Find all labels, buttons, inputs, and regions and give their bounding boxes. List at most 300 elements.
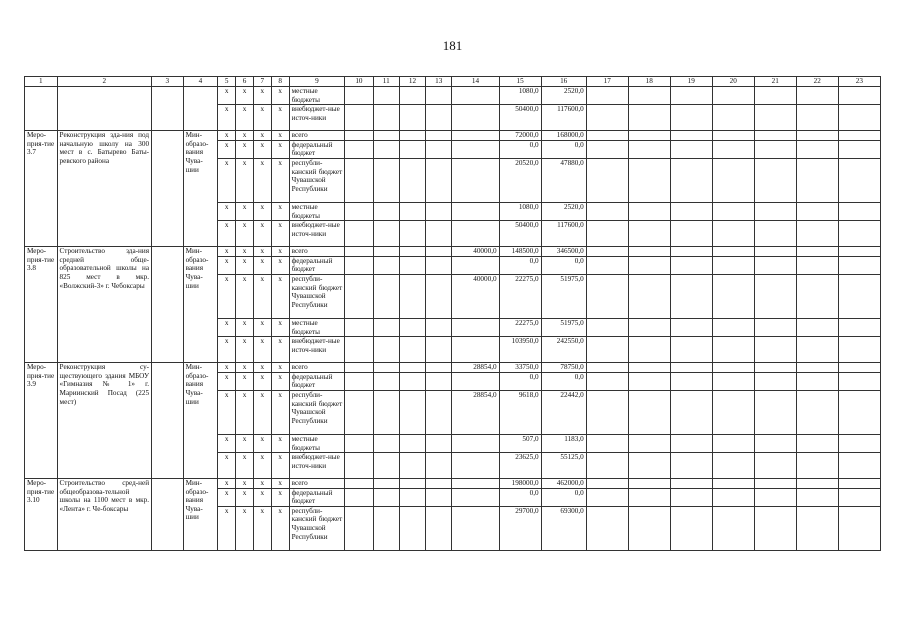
- funding-source-all: всего: [289, 131, 345, 141]
- x-mark: x: [253, 479, 271, 489]
- empty-cell: [670, 390, 712, 434]
- empty-cell: [426, 158, 452, 202]
- empty-cell: [345, 87, 373, 105]
- empty-cell: [426, 221, 452, 247]
- empty-cell: [373, 247, 399, 257]
- empty-cell: [586, 363, 628, 373]
- x-mark: x: [253, 87, 271, 105]
- column-number-15: 15: [499, 77, 541, 87]
- empty-cell: [373, 434, 399, 452]
- x-mark: x: [236, 434, 254, 452]
- empty-cell: [838, 390, 880, 434]
- empty-cell: [345, 506, 373, 550]
- empty-cell: [373, 479, 399, 489]
- funding-source-federal: федеральный бюджет: [289, 488, 345, 506]
- x-mark: x: [271, 87, 289, 105]
- empty-cell: [670, 363, 712, 373]
- amount-col-14: [452, 337, 499, 363]
- empty-cell: [796, 390, 838, 434]
- x-mark: x: [271, 434, 289, 452]
- x-mark: x: [253, 434, 271, 452]
- funding-source-local: местные бюджеты: [289, 202, 345, 220]
- empty-cell: [628, 87, 670, 105]
- empty-cell: [796, 318, 838, 336]
- empty-cell: [838, 158, 880, 202]
- x-mark: x: [253, 256, 271, 274]
- empty-cell: [399, 363, 425, 373]
- x-mark: x: [236, 506, 254, 550]
- empty-cell: [586, 202, 628, 220]
- empty-cell: [152, 131, 184, 247]
- amount-col-15: 0,0: [499, 488, 541, 506]
- amount-col-16: 0,0: [541, 372, 586, 390]
- empty-cell: [628, 318, 670, 336]
- x-mark: x: [271, 158, 289, 202]
- empty-cell: [796, 247, 838, 257]
- empty-cell: [838, 247, 880, 257]
- empty-cell: [838, 140, 880, 158]
- column-number-4: 4: [183, 77, 218, 87]
- page-number: 181: [442, 38, 463, 53]
- column-number-19: 19: [670, 77, 712, 87]
- empty-cell: [345, 247, 373, 257]
- empty-cell: [796, 131, 838, 141]
- x-mark: x: [271, 318, 289, 336]
- x-mark: x: [253, 372, 271, 390]
- empty-cell: [670, 158, 712, 202]
- empty-cell: [399, 337, 425, 363]
- column-number-18: 18: [628, 77, 670, 87]
- empty-cell: [712, 363, 754, 373]
- empty-cell: [586, 247, 628, 257]
- empty-cell: [399, 158, 425, 202]
- empty-cell: [345, 453, 373, 479]
- empty-cell: [712, 337, 754, 363]
- empty-cell: [628, 256, 670, 274]
- empty-cell: [838, 87, 880, 105]
- empty-cell: [796, 372, 838, 390]
- empty-cell: [426, 453, 452, 479]
- x-mark: x: [271, 453, 289, 479]
- x-mark: x: [236, 488, 254, 506]
- empty-cell: [399, 488, 425, 506]
- empty-cell: [586, 506, 628, 550]
- column-number-21: 21: [754, 77, 796, 87]
- amount-col-15: 1080,0: [499, 87, 541, 105]
- empty-cell: [373, 274, 399, 318]
- x-mark: x: [253, 158, 271, 202]
- column-number-5: 5: [218, 77, 236, 87]
- amount-col-14: [452, 131, 499, 141]
- empty-cell: [796, 506, 838, 550]
- empty-cell: [712, 131, 754, 141]
- x-mark: x: [218, 390, 236, 434]
- empty-cell: [586, 105, 628, 131]
- empty-cell: [838, 131, 880, 141]
- amount-col-16: 2520,0: [541, 87, 586, 105]
- amount-col-14: [452, 256, 499, 274]
- empty-cell: [25, 87, 58, 131]
- empty-cell: [426, 479, 452, 489]
- empty-cell: [628, 372, 670, 390]
- empty-cell: [670, 479, 712, 489]
- empty-cell: [754, 140, 796, 158]
- empty-cell: [426, 256, 452, 274]
- empty-cell: [796, 158, 838, 202]
- empty-cell: [712, 318, 754, 336]
- empty-cell: [373, 453, 399, 479]
- empty-cell: [712, 105, 754, 131]
- empty-cell: [426, 318, 452, 336]
- empty-cell: [373, 202, 399, 220]
- x-mark: x: [253, 221, 271, 247]
- funding-source-republic: республи-канский бюджет Чувашской Республики: [289, 506, 345, 550]
- empty-cell: [838, 256, 880, 274]
- measure-number: Меро-прия-тие 3.8: [25, 247, 58, 363]
- amount-col-16: 117600,0: [541, 105, 586, 131]
- amount-col-16: 0,0: [541, 140, 586, 158]
- x-mark: x: [218, 158, 236, 202]
- empty-cell: [426, 363, 452, 373]
- column-number-8: 8: [271, 77, 289, 87]
- empty-cell: [712, 221, 754, 247]
- empty-cell: [754, 479, 796, 489]
- amount-col-15: 9618,0: [499, 390, 541, 434]
- empty-cell: [754, 434, 796, 452]
- x-mark: x: [218, 87, 236, 105]
- empty-cell: [399, 247, 425, 257]
- empty-cell: [796, 140, 838, 158]
- empty-cell: [628, 488, 670, 506]
- empty-cell: [712, 434, 754, 452]
- empty-cell: [754, 202, 796, 220]
- x-mark: x: [236, 337, 254, 363]
- empty-cell: [628, 274, 670, 318]
- amount-col-15: 0,0: [499, 256, 541, 274]
- funding-table: [24, 76, 881, 551]
- empty-cell: [586, 434, 628, 452]
- empty-cell: [373, 363, 399, 373]
- x-mark: x: [271, 202, 289, 220]
- empty-cell: [373, 337, 399, 363]
- amount-col-16: 51975,0: [541, 274, 586, 318]
- empty-cell: [712, 140, 754, 158]
- amount-col-14: [452, 479, 499, 489]
- amount-col-14: [452, 506, 499, 550]
- empty-cell: [628, 479, 670, 489]
- empty-cell: [712, 488, 754, 506]
- x-mark: x: [271, 247, 289, 257]
- amount-col-16: 22442,0: [541, 390, 586, 434]
- x-mark: x: [218, 318, 236, 336]
- empty-cell: [754, 506, 796, 550]
- empty-cell: [796, 363, 838, 373]
- empty-cell: [670, 274, 712, 318]
- funding-source-all: всего: [289, 363, 345, 373]
- empty-cell: [838, 479, 880, 489]
- empty-cell: [152, 363, 184, 479]
- amount-col-15: 23625,0: [499, 453, 541, 479]
- column-number-23: 23: [838, 77, 880, 87]
- empty-cell: [345, 202, 373, 220]
- x-mark: x: [218, 140, 236, 158]
- empty-cell: [796, 337, 838, 363]
- empty-cell: [628, 363, 670, 373]
- x-mark: x: [218, 221, 236, 247]
- x-mark: x: [253, 453, 271, 479]
- measure-name: Строительство сред-ней общеобразова-тельной школы на 1100 мест в мкр. «Лента» г. Че-боксары: [57, 479, 152, 551]
- amount-col-15: 22275,0: [499, 274, 541, 318]
- x-mark: x: [236, 274, 254, 318]
- amount-col-14: [452, 453, 499, 479]
- x-mark: x: [271, 131, 289, 141]
- responsible-executor: Мин-образо-вания Чува-шии: [183, 363, 218, 479]
- empty-cell: [838, 105, 880, 131]
- empty-cell: [426, 202, 452, 220]
- empty-cell: [345, 256, 373, 274]
- empty-cell: [345, 131, 373, 141]
- empty-cell: [426, 390, 452, 434]
- empty-cell: [670, 131, 712, 141]
- empty-cell: [345, 434, 373, 452]
- amount-col-16: 0,0: [541, 488, 586, 506]
- amount-col-15: 50400,0: [499, 105, 541, 131]
- empty-cell: [838, 274, 880, 318]
- column-number-2: 2: [57, 77, 152, 87]
- empty-cell: [838, 434, 880, 452]
- empty-cell: [426, 506, 452, 550]
- empty-cell: [373, 390, 399, 434]
- empty-cell: [373, 256, 399, 274]
- empty-cell: [712, 274, 754, 318]
- empty-cell: [838, 221, 880, 247]
- amount-col-14: [452, 87, 499, 105]
- table-row: [25, 87, 881, 105]
- empty-cell: [586, 140, 628, 158]
- empty-cell: [796, 274, 838, 318]
- empty-cell: [373, 488, 399, 506]
- x-mark: x: [236, 256, 254, 274]
- x-mark: x: [218, 247, 236, 257]
- empty-cell: [426, 105, 452, 131]
- empty-cell: [838, 372, 880, 390]
- empty-cell: [399, 506, 425, 550]
- amount-col-14: [452, 488, 499, 506]
- empty-cell: [628, 247, 670, 257]
- empty-cell: [712, 372, 754, 390]
- amount-col-15: 148500,0: [499, 247, 541, 257]
- x-mark: x: [236, 140, 254, 158]
- empty-cell: [754, 247, 796, 257]
- funding-source-extra: внебюджет-ные источ-ники: [289, 337, 345, 363]
- empty-cell: [586, 87, 628, 105]
- amount-col-15: 33750,0: [499, 363, 541, 373]
- empty-cell: [796, 488, 838, 506]
- x-mark: x: [236, 221, 254, 247]
- empty-cell: [426, 131, 452, 141]
- amount-col-15: 1080,0: [499, 202, 541, 220]
- x-mark: x: [253, 390, 271, 434]
- amount-col-15: 198000,0: [499, 479, 541, 489]
- column-number-10: 10: [345, 77, 373, 87]
- empty-cell: [345, 274, 373, 318]
- x-mark: x: [253, 131, 271, 141]
- empty-cell: [838, 202, 880, 220]
- column-number-14: 14: [452, 77, 499, 87]
- amount-col-16: 1183,0: [541, 434, 586, 452]
- empty-cell: [373, 140, 399, 158]
- empty-cell: [399, 318, 425, 336]
- x-mark: x: [218, 434, 236, 452]
- empty-cell: [426, 247, 452, 257]
- x-mark: x: [271, 506, 289, 550]
- empty-cell: [670, 337, 712, 363]
- amount-col-15: 29700,0: [499, 506, 541, 550]
- amount-col-15: 103950,0: [499, 337, 541, 363]
- x-mark: x: [253, 247, 271, 257]
- funding-source-extra: внебюджет-ные источ-ники: [289, 453, 345, 479]
- measure-name: Строительство зда-ния средней обще-образовательной школы на 825 мест в мкр. «Волжский-3» г. Чебоксары: [57, 247, 152, 363]
- x-mark: x: [271, 256, 289, 274]
- amount-col-14: [452, 158, 499, 202]
- x-mark: x: [253, 202, 271, 220]
- amount-col-14: 40000,0: [452, 274, 499, 318]
- amount-col-16: 51975,0: [541, 318, 586, 336]
- empty-cell: [796, 105, 838, 131]
- empty-cell: [838, 318, 880, 336]
- funding-source-all: всего: [289, 247, 345, 257]
- funding-source-extra: внебюджет-ные источ-ники: [289, 105, 345, 131]
- amount-col-15: 0,0: [499, 140, 541, 158]
- empty-cell: [586, 221, 628, 247]
- empty-cell: [754, 390, 796, 434]
- empty-cell: [754, 105, 796, 131]
- amount-col-16: 78750,0: [541, 363, 586, 373]
- amount-col-14: [452, 202, 499, 220]
- empty-cell: [373, 221, 399, 247]
- x-mark: x: [218, 274, 236, 318]
- amount-col-16: 462000,0: [541, 479, 586, 489]
- measure-number: Меро-прия-тие 3.7: [25, 131, 58, 247]
- empty-cell: [670, 247, 712, 257]
- funding-source-extra: внебюджет-ные источ-ники: [289, 221, 345, 247]
- amount-col-14: 28854,0: [452, 363, 499, 373]
- x-mark: x: [253, 274, 271, 318]
- empty-cell: [838, 488, 880, 506]
- empty-cell: [754, 337, 796, 363]
- funding-source-federal: федеральный бюджет: [289, 256, 345, 274]
- empty-cell: [670, 221, 712, 247]
- empty-cell: [399, 221, 425, 247]
- amount-col-16: 346500,0: [541, 247, 586, 257]
- empty-cell: [426, 337, 452, 363]
- empty-cell: [712, 247, 754, 257]
- empty-cell: [586, 256, 628, 274]
- amount-col-16: 2520,0: [541, 202, 586, 220]
- amount-col-14: [452, 372, 499, 390]
- empty-cell: [586, 453, 628, 479]
- empty-cell: [399, 479, 425, 489]
- x-mark: x: [218, 105, 236, 131]
- x-mark: x: [218, 256, 236, 274]
- column-number-12: 12: [399, 77, 425, 87]
- amount-col-14: 28854,0: [452, 390, 499, 434]
- column-number-7: 7: [253, 77, 271, 87]
- amount-col-14: [452, 434, 499, 452]
- measure-name: Реконструкция зда-ния под начальную школу на 300 мест в с. Батырево Баты-ревского района: [57, 131, 152, 247]
- table-row: [25, 247, 881, 257]
- empty-cell: [373, 87, 399, 105]
- responsible-executor: Мин-образо-вания Чува-шии: [183, 131, 218, 247]
- measure-number: Меро-прия-тие 3.10: [25, 479, 58, 551]
- table-row: [25, 363, 881, 373]
- empty-cell: [345, 221, 373, 247]
- column-number-row: [25, 77, 881, 87]
- x-mark: x: [218, 506, 236, 550]
- empty-cell: [345, 140, 373, 158]
- empty-cell: [754, 256, 796, 274]
- amount-col-16: 117600,0: [541, 221, 586, 247]
- x-mark: x: [236, 247, 254, 257]
- amount-col-15: 507,0: [499, 434, 541, 452]
- empty-cell: [426, 372, 452, 390]
- empty-cell: [373, 506, 399, 550]
- column-number-9: 9: [289, 77, 345, 87]
- empty-cell: [373, 105, 399, 131]
- measure-name: Реконструкция су-ществующего здания МБОУ «Гимназия № 1» г. Мариинский Посад (225 мест): [57, 363, 152, 479]
- x-mark: x: [236, 202, 254, 220]
- empty-cell: [670, 140, 712, 158]
- funding-source-republic: республи-канский бюджет Чувашской Республики: [289, 390, 345, 434]
- empty-cell: [399, 256, 425, 274]
- x-mark: x: [236, 318, 254, 336]
- x-mark: x: [218, 337, 236, 363]
- x-mark: x: [271, 488, 289, 506]
- empty-cell: [628, 158, 670, 202]
- empty-cell: [628, 105, 670, 131]
- empty-cell: [670, 372, 712, 390]
- x-mark: x: [218, 131, 236, 141]
- x-mark: x: [218, 202, 236, 220]
- amount-col-16: 168000,0: [541, 131, 586, 141]
- empty-cell: [712, 158, 754, 202]
- empty-cell: [838, 337, 880, 363]
- x-mark: x: [218, 372, 236, 390]
- empty-cell: [586, 274, 628, 318]
- x-mark: x: [218, 479, 236, 489]
- funding-source-federal: федеральный бюджет: [289, 140, 345, 158]
- x-mark: x: [253, 140, 271, 158]
- empty-cell: [152, 247, 184, 363]
- empty-cell: [399, 140, 425, 158]
- empty-cell: [373, 158, 399, 202]
- empty-cell: [399, 131, 425, 141]
- empty-cell: [345, 105, 373, 131]
- empty-cell: [628, 202, 670, 220]
- empty-cell: [670, 105, 712, 131]
- empty-cell: [586, 158, 628, 202]
- empty-cell: [670, 318, 712, 336]
- empty-cell: [399, 202, 425, 220]
- empty-cell: [754, 274, 796, 318]
- x-mark: x: [253, 318, 271, 336]
- empty-cell: [373, 372, 399, 390]
- x-mark: x: [236, 390, 254, 434]
- funding-source-republic: республи-канский бюджет Чувашской Республики: [289, 274, 345, 318]
- empty-cell: [796, 221, 838, 247]
- empty-cell: [712, 256, 754, 274]
- empty-cell: [399, 274, 425, 318]
